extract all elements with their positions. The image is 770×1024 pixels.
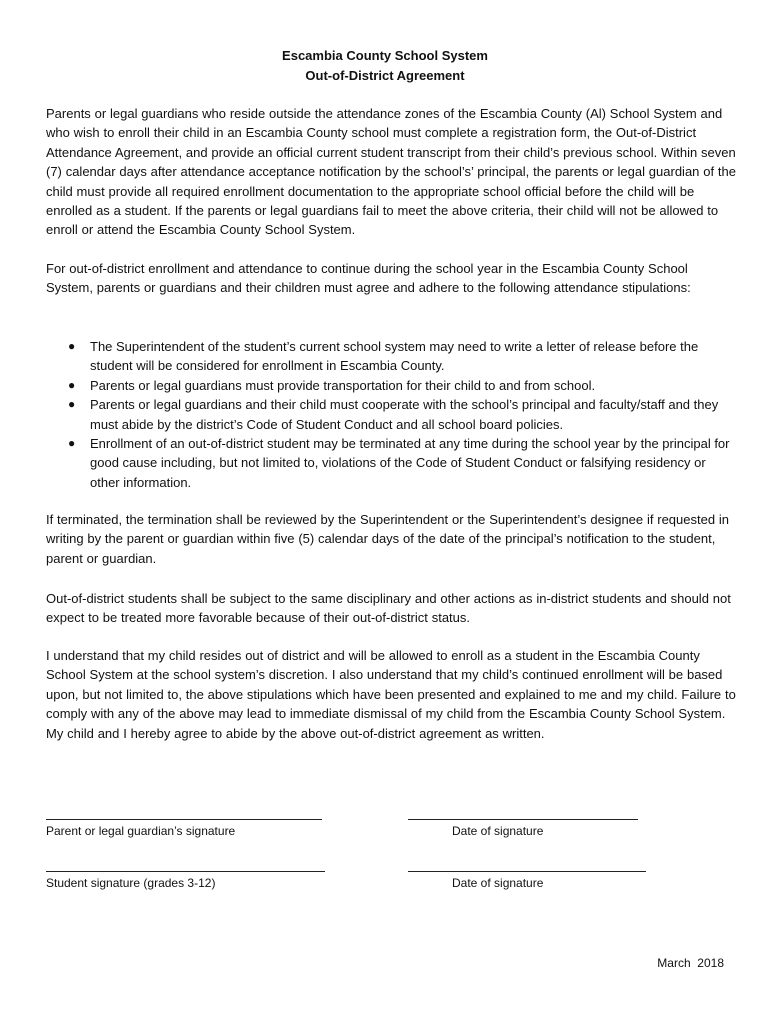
list-item — [46, 376, 736, 395]
stipulations-intro-paragraph: For out-of-district enrollment and attendance to continue during the school year in the Escambia County School System, parents or guardians and their children must agree and adhere to the following attendance stipulations: — [46, 261, 691, 296]
document-subtitle: Out-of-District Agreement — [305, 68, 465, 83]
parent-date-line[interactable] — [408, 819, 638, 820]
parent-signature-line[interactable] — [46, 819, 322, 820]
bullet-icon: ● — [68, 339, 76, 353]
bullet-icon: ● — [68, 377, 76, 392]
list-item — [46, 434, 736, 492]
list-item-text: Parents or legal guardians must provide transportation for their child to and from school. — [90, 377, 596, 393]
student-date-label: Date of signature — [452, 876, 544, 890]
list-item-text: Enrollment of an out-of-district student may be terminated at any time during the school year by the principal for good cause including, but not limited to, violations of the Code of Student Conduct or falsifying residency or other information. — [90, 436, 730, 490]
list-item — [46, 395, 736, 434]
student-signature-label: Student signature (grades 3-12) — [46, 876, 216, 890]
termination-paragraph: If terminated, the termination shall be reviewed by the Superintendent or the Superintendent’s designee if requested in writing by the parent or guardian within five (5) calendar days of the date of the principal’s notification to the student, parent or guardian. — [46, 512, 730, 566]
bullet-icon: ● — [68, 436, 76, 451]
discipline-paragraph: Out-of-district students shall be subject to the same disciplinary and other actions as in-district students and should not expect to be treated more favorable because of their out-of-district status. — [46, 591, 731, 626]
student-signature-line[interactable] — [46, 871, 325, 872]
acknowledgement-paragraph: I understand that my child resides out of district and will be allowed to enroll as a student in the Escambia County School System at the school system’s discretion. I also understand that my child’s continued enrollment will be based upon, but not limited to, the above stipulations which have been presented and explained to me and my child. Failure to comply with any of the above may lead to immediate dismissal of my child from the Escambia County School System. My child and I hereby agree to abide by the above out-of-district agreement as written. — [46, 648, 736, 741]
revision-date: March 2018 — [657, 956, 724, 970]
intro-paragraph: Parents or legal guardians who reside outside the attendance zones of the Escambia County (Al) School System and who wish to enroll their child in an Escambia County school must complete a registration form, the Out-of-District Attendance Agreement, and provide an official current student transcript from their child’s previous school. Within seven (7) calendar days after attendance acceptance notification by the school’s’ principal, the parents or legal guardian of the child must provide all required enrollment documentation to the appropriate school official before the child will be enrolled as a student. If the parents or legal guardians fail to meet the above criteria, their child will not be allowed to enroll or attend the Escambia County School System. — [46, 106, 736, 238]
list-item — [46, 337, 736, 376]
list-item-text: Parents or legal guardians and their child must cooperate with the school’s principal and faculty/staff and they must abide by the district’s Code of Student Conduct and all school board policies. — [90, 397, 719, 432]
list-item-text: The Superintendent of the student’s current school system may need to write a letter of release before the student will be considered for enrollment in Escambia County. — [90, 339, 699, 374]
document-title: Escambia County School System — [282, 48, 488, 63]
parent-date-label: Date of signature — [452, 824, 544, 838]
parent-signature-label: Parent or legal guardian’s signature — [46, 824, 236, 838]
stipulations-list — [46, 337, 736, 492]
bullet-icon: ● — [68, 397, 76, 412]
student-date-line[interactable] — [408, 871, 646, 872]
